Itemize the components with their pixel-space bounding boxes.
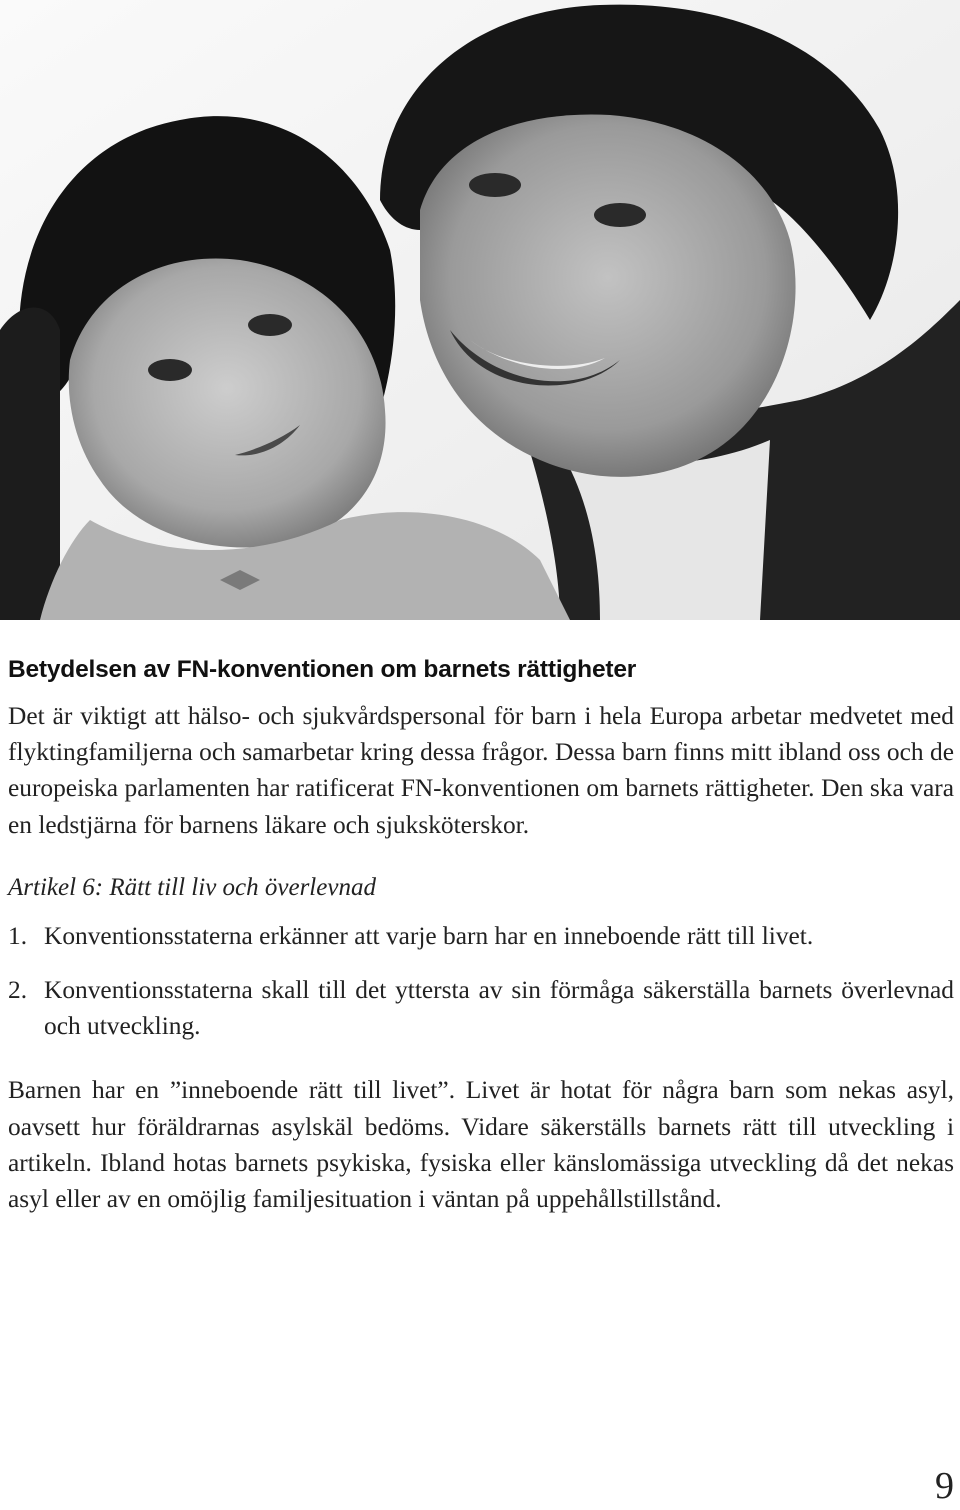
portrait-illustration [0,0,960,620]
list-item-text: Konventionsstaterna skall till det yttersta av sin förmåga säkerställa barnets överlevnad och utveckling. [44,976,954,1041]
list-item-number: 2. [8,976,28,1005]
article-title: Artikel 6: Rätt till liv och överlevnad [8,873,376,901]
section-heading: Betydelsen av FN-konventionen om barnets rättigheter [8,656,637,683]
page-number: 9 [935,1465,954,1507]
photo-mother-and-child [0,0,960,620]
intro-paragraph: Det är viktigt att hälso- och sjukvårdspersonal för barn i hela Europa arbetar medvetet med flyktingfamiljerna och samarbetar kring dessa frågor. Dessa barn finns mitt ibland oss och de europeiska parlamenten har ratificerat FN-konventionen om barnets rättigheter. Den ska vara en ledstjärna för barnens läkare och sjuksköterskor. [8,702,954,839]
list-item-number: 1. [8,921,28,950]
child-eye-right [248,314,292,336]
closing-paragraph: Barnen har en ”inneboende rätt till livet”. Livet är hotat för några barn som nekas asyl, oavsett hur föräldrarnas asylskäl bedöms. Vidare säkerställs barnets rätt till utveckling i artikeln. Ibland hotas barnets psykiska, fysiska eller känslomässiga utveckling då det nekas asyl eller av en omöjlig familjesituation i väntan på uppehållstillstånd. [8,1076,954,1214]
article-list [8,918,954,1045]
article-content [8,652,954,1217]
child-eye-left [148,359,192,381]
list-item [8,972,954,1044]
mother-eye-left [469,173,521,197]
list-item [8,918,954,954]
mother-eye-right [594,203,646,227]
child-hair-side [0,308,60,621]
list-item-text: Konventionsstaterna erkänner att varje barn har en inneboende rätt till livet. [44,921,814,950]
